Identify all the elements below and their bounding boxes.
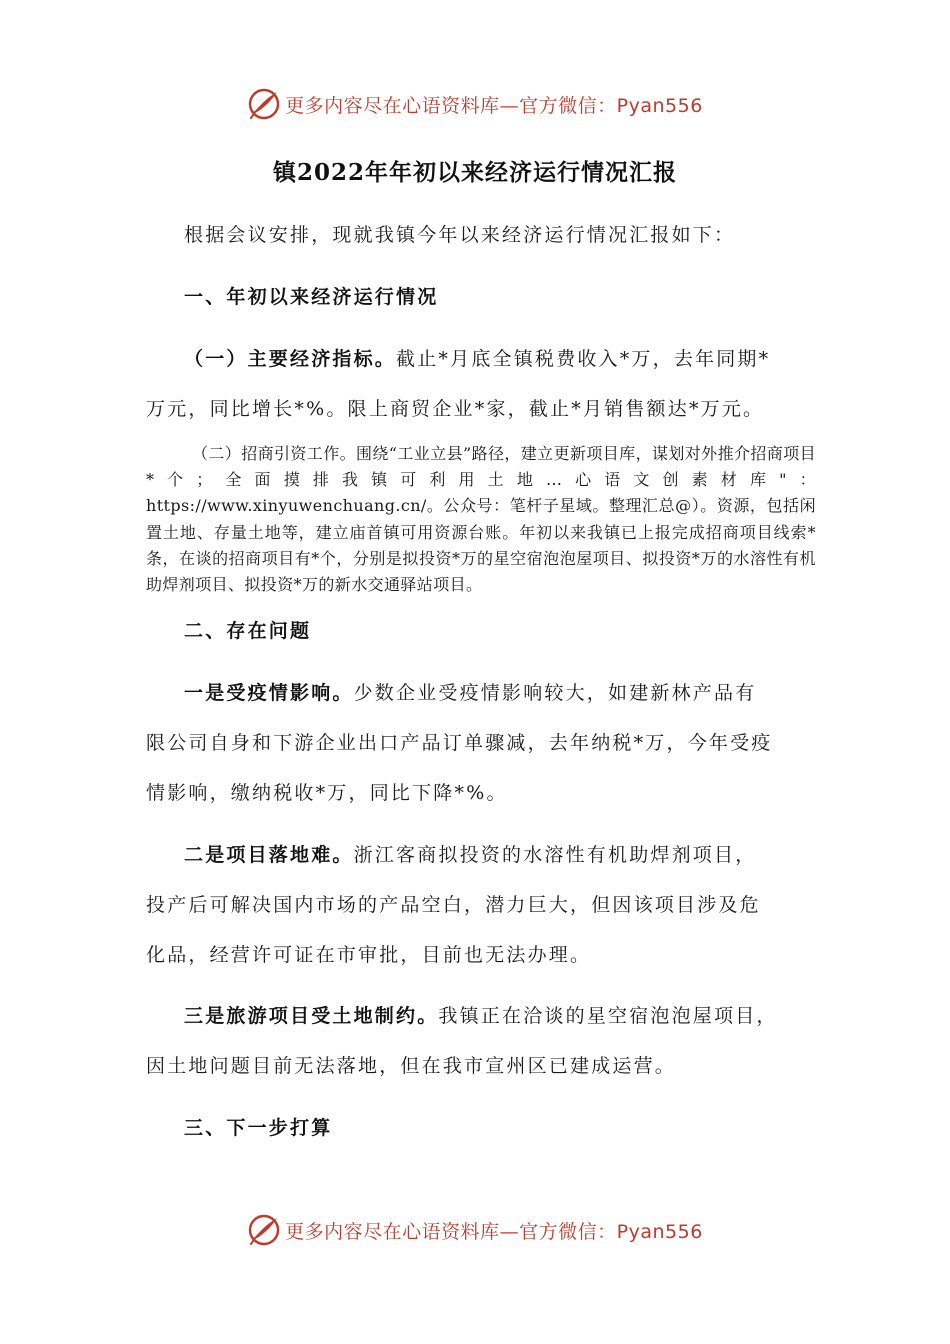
document-title: 镇2022年年初以来经济运行情况汇报 — [272, 159, 677, 186]
issue2-lead: 二是项目落地难。 — [184, 844, 354, 866]
issue2-line2: 投产后可解决国内市场的产品空白，潜力巨大，但因该项目涉及危 — [146, 894, 761, 916]
banner-wechat-id: Pyan556 — [616, 94, 703, 117]
issue3-lead: 三是旅游项目受土地制约。 — [184, 1005, 439, 1027]
issue1-line1: 一是受疫情影响。少数企业受疫情影响较大，如建新林产品有 — [184, 682, 757, 704]
issue1-lead: 一是受疫情影响。 — [184, 682, 354, 704]
section1-heading: 一、年初以来经济运行情况 — [184, 286, 439, 308]
header-banner — [0, 84, 950, 124]
investment-paragraph: （二）招商引资工作。围绕“工业立县”路径，建立更新项目库，谋划对外推介招商项目*个；全面摸排我镇可利用土地…心语文创素材库"：https://www.xinyuwenchuang.cn/。公众号：笔杆子星域。整理汇总@）。资源，包括闲置土地、存量土地等，建立庙首镇可用资源台账。年初以来我镇已上报完成招商项目线索*条，在谈的招商项目有*个，分别是拟投资*万的星空宿泡泡屋项目、拟投资*万的水溶性有机助焊剂项目、拟投资*万的新水交通驿站项目。 — [146, 444, 816, 595]
issue1-line2: 限公司自身和下游企业出口产品订单骤减，去年纳税*万，今年受疫 — [146, 732, 773, 754]
issue1-line3: 情影响，缴纳税收*万，同比下降*%。 — [146, 782, 508, 804]
main-indicators-lead: （一）主要经济指标。 — [184, 348, 397, 370]
banner-wechat-id: Pyan556 — [616, 1220, 703, 1243]
issue2-line1: 二是项目落地难。浙江客商拟投资的水溶性有机助焊剂项目， — [184, 844, 757, 866]
issue3-line2: 因土地问题目前无法落地，但在我市宣州区已建成运营。 — [146, 1055, 677, 1077]
quill-logo-icon — [247, 87, 281, 121]
footer-banner — [0, 1210, 950, 1250]
section3-heading: 三、下一步打算 — [184, 1117, 333, 1139]
issue3-line1: 三是旅游项目受土地制约。我镇正在洽谈的星空宿泡泡屋项目， — [184, 1005, 778, 1027]
main-indicators-line2: 万元，同比增长*%。限上商贸企业*家，截止*月销售额达*万元。 — [146, 398, 765, 420]
banner-text: 更多内容尽在心语资料库—官方微信：Pyan556 — [285, 94, 703, 117]
banner-text: 更多内容尽在心语资料库—官方微信：Pyan556 — [285, 1220, 703, 1243]
section2-heading: 二、存在问题 — [184, 620, 312, 642]
issue2-line3: 化品，经营许可证在市审批，目前也无法办理。 — [146, 944, 592, 966]
quill-logo-icon — [247, 1213, 281, 1247]
intro-paragraph: 根据会议安排，现就我镇今年以来经济运行情况汇报如下： — [184, 224, 736, 246]
main-indicators-line1: （一）主要经济指标。截止*月底全镇税费收入*万，去年同期* — [184, 348, 771, 370]
